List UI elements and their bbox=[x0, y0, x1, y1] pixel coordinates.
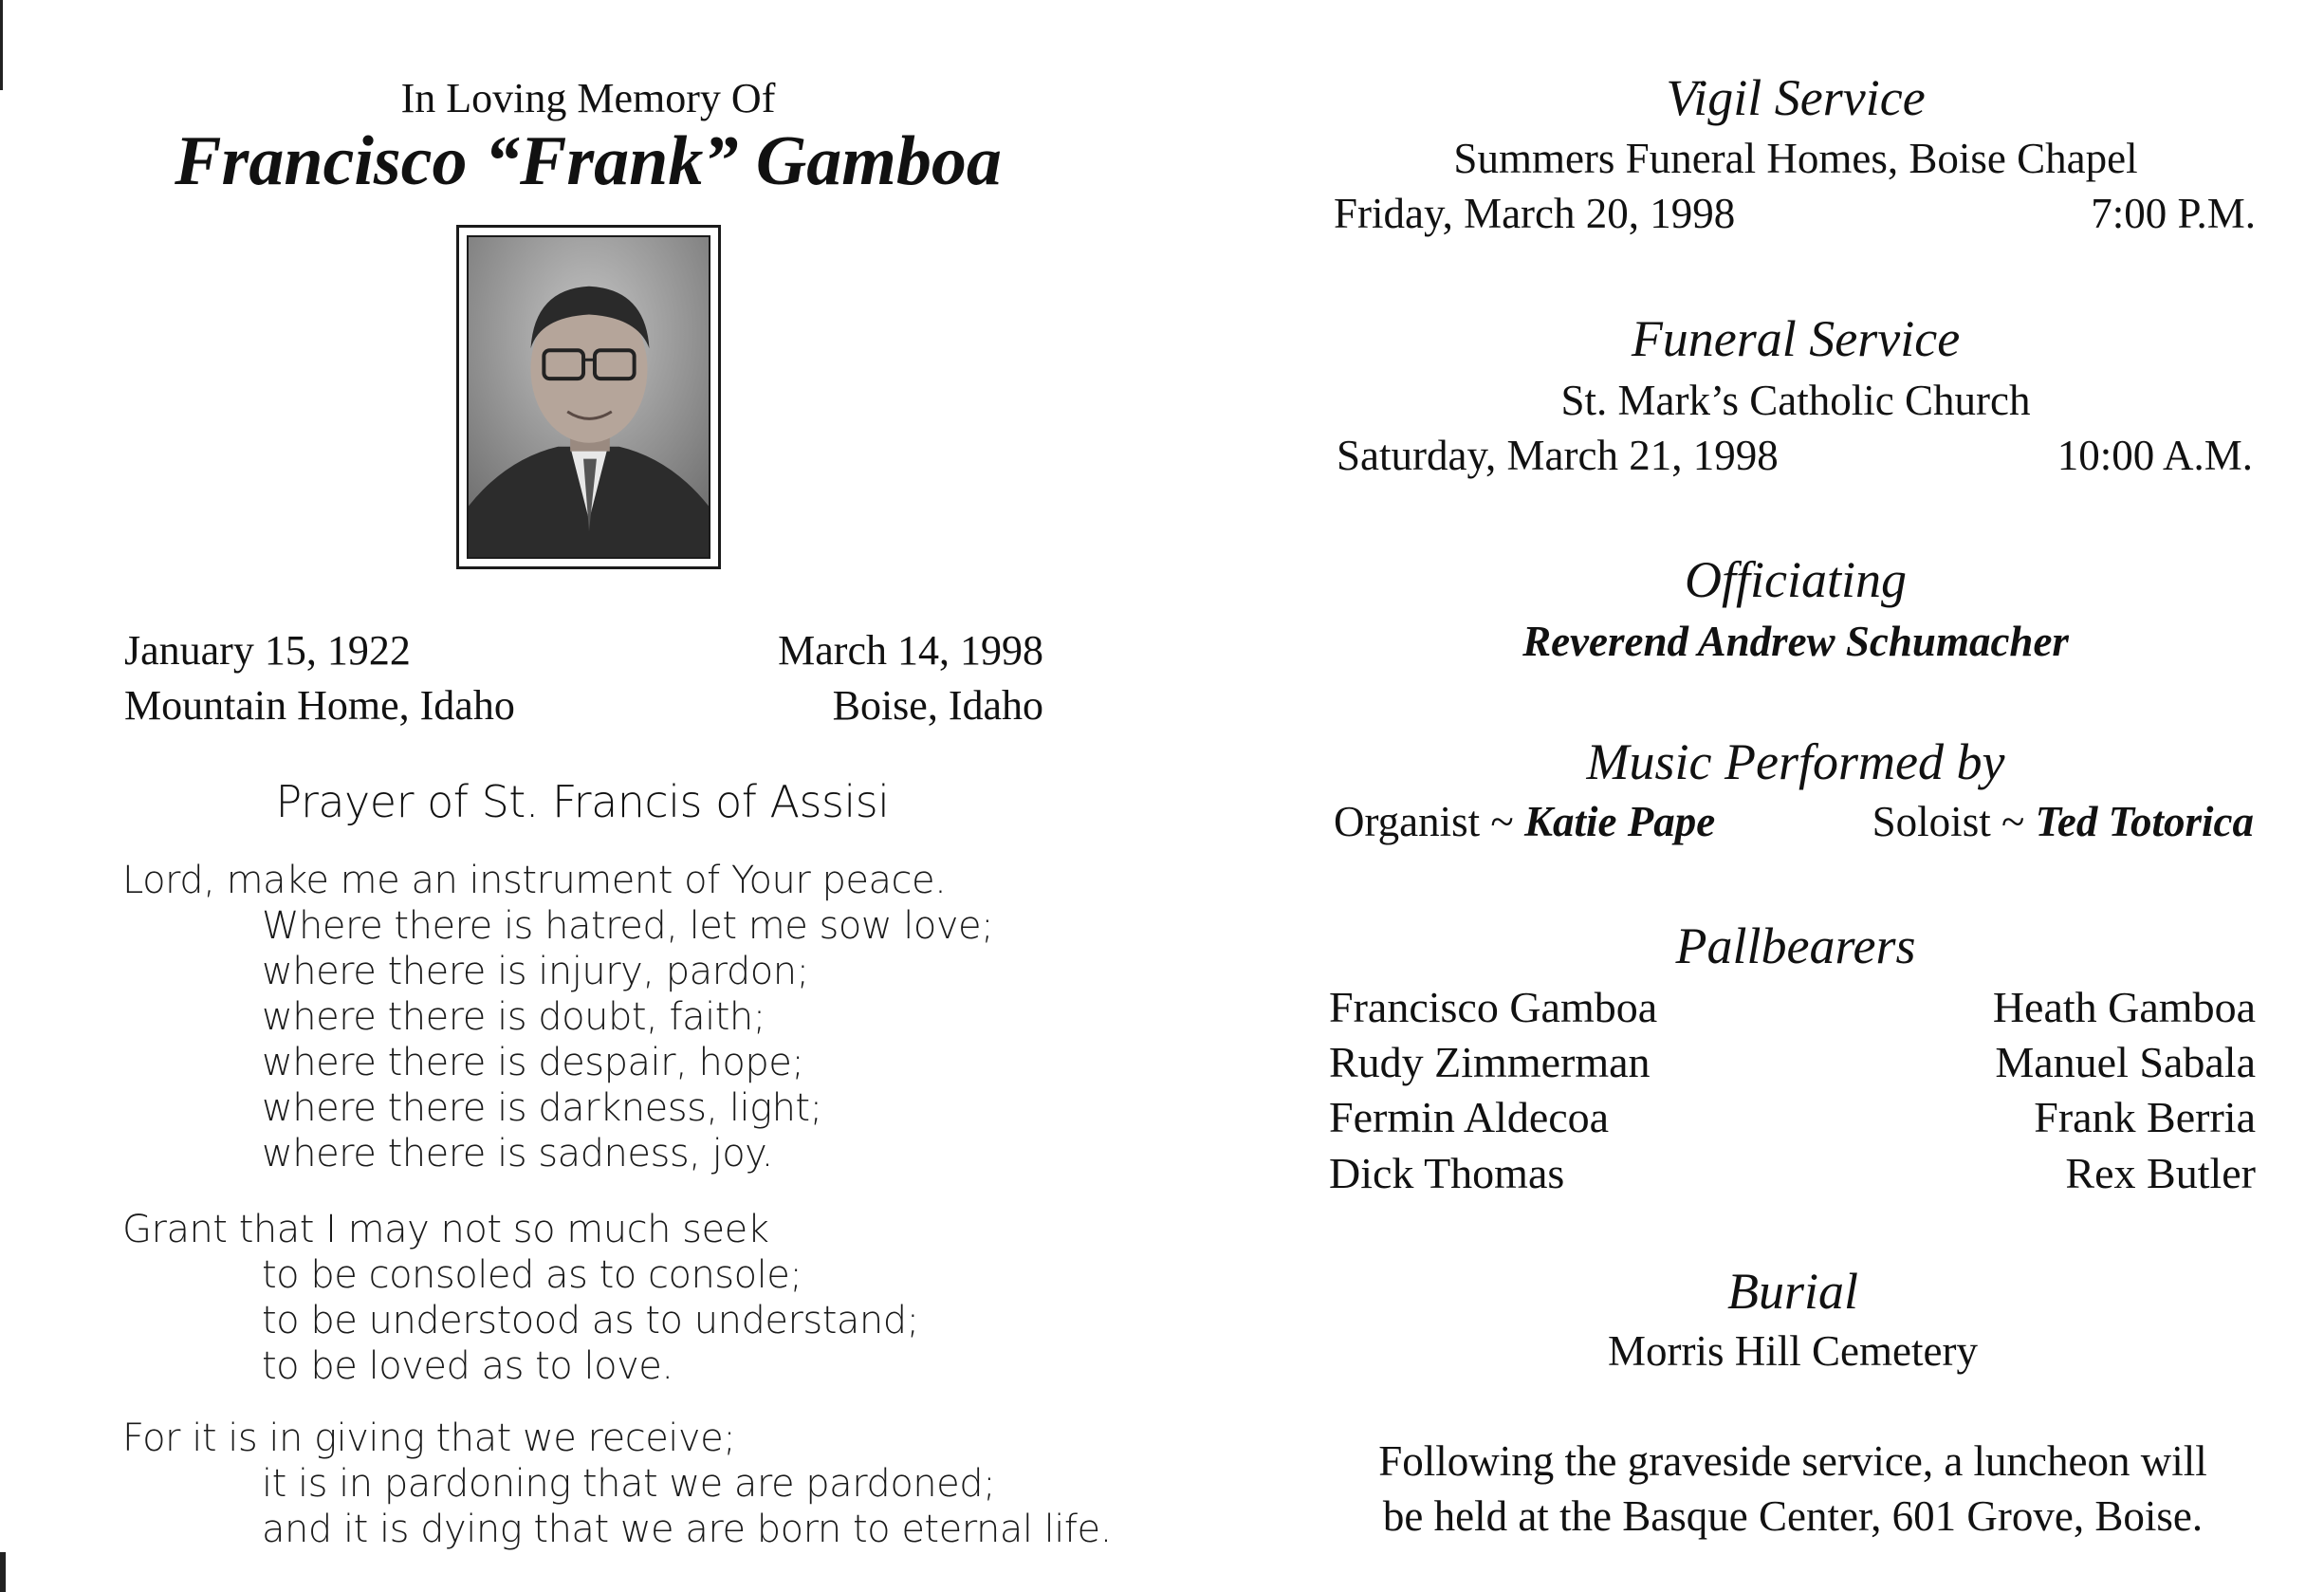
prayer-stanza-1 bbox=[122, 858, 993, 1176]
luncheon-line-1: Following the graveside service, a luncheon will bbox=[1378, 1437, 2207, 1485]
pallbearer-name: Francisco Gamboa bbox=[1329, 983, 1658, 1031]
deceased-name: Francisco “Frank” Gamboa bbox=[175, 122, 1002, 200]
vigil-title: Vigil Service bbox=[1666, 69, 1926, 126]
prayer-line: where there is darkness, light; bbox=[262, 1086, 822, 1130]
burial-location: Morris Hill Cemetery bbox=[1608, 1327, 1978, 1375]
music-title: Music Performed by bbox=[1586, 733, 2005, 790]
burial-title: Burial bbox=[1726, 1263, 1859, 1320]
prayer-stanza-3 bbox=[122, 1416, 1112, 1552]
prayer-line: it is in pardoning that we are pardoned; bbox=[262, 1462, 996, 1506]
vigil-location: Summers Funeral Homes, Boise Chapel bbox=[1453, 135, 2138, 182]
funeral-location: St. Mark’s Catholic Church bbox=[1560, 377, 2031, 424]
scan-edge-mark-bottom bbox=[0, 1552, 6, 1592]
portrait-photo bbox=[456, 225, 721, 569]
pallbearer-name: Heath Gamboa bbox=[1992, 983, 2256, 1031]
prayer-line: Where there is hatred, let me sow love; bbox=[262, 904, 994, 948]
prayer-line: For it is in giving that we receive; bbox=[122, 1416, 736, 1460]
death-date: March 14, 1998 bbox=[778, 627, 1043, 674]
pallbearer-name: Rudy Zimmerman bbox=[1329, 1038, 1651, 1086]
prayer-title: Prayer of St. Francis of Assisi bbox=[275, 776, 890, 827]
vigil-date: Friday, March 20, 1998 bbox=[1334, 190, 1736, 237]
pallbearer-name: Manuel Sabala bbox=[1995, 1038, 2256, 1086]
pallbearer-name: Dick Thomas bbox=[1329, 1149, 1565, 1197]
prayer-line: where there is sadness, joy. bbox=[262, 1132, 773, 1175]
officiating-title: Officiating bbox=[1685, 551, 1907, 608]
birth-date: January 15, 1922 bbox=[124, 627, 411, 674]
prayer-line: Lord, make me an instrument of Your peace. bbox=[122, 859, 947, 902]
organist-line bbox=[1334, 797, 1715, 846]
soloist-name: Ted Totorica bbox=[2035, 798, 2254, 845]
birth-place: Mountain Home, Idaho bbox=[124, 682, 515, 729]
prayer-stanza-2 bbox=[122, 1207, 919, 1389]
organist-label: Organist ~ bbox=[1334, 798, 1525, 845]
prayer-line: to be loved as to love. bbox=[262, 1344, 673, 1388]
pallbearer-name: Rex Butler bbox=[2065, 1149, 2256, 1197]
pallbearers-title: Pallbearers bbox=[1675, 917, 1916, 974]
memory-heading: In Loving Memory Of bbox=[400, 75, 776, 121]
luncheon-line-2: be held at the Basque Center, 601 Grove, Boise. bbox=[1382, 1492, 2204, 1540]
soloist-line bbox=[1872, 797, 2254, 846]
prayer-line: and it is dying that we are born to eternal life. bbox=[262, 1508, 1112, 1551]
pallbearer-name: Fermin Aldecoa bbox=[1329, 1093, 1610, 1141]
funeral-date: Saturday, March 21, 1998 bbox=[1337, 432, 1779, 479]
scan-edge-mark-top bbox=[0, 0, 3, 90]
prayer-line: to be consoled as to console; bbox=[262, 1253, 802, 1297]
portrait-photo-icon bbox=[467, 235, 710, 559]
prayer-line: to be understood as to understand; bbox=[262, 1299, 919, 1342]
prayer-line: Grant that I may not so much seek bbox=[122, 1208, 769, 1251]
pallbearer-name: Frank Berria bbox=[2034, 1093, 2256, 1141]
funeral-title: Funeral Service bbox=[1631, 310, 1961, 367]
organist-name: Katie Pape bbox=[1524, 798, 1716, 845]
vigil-time: 7:00 P.M. bbox=[2091, 190, 2256, 237]
officiant-name: Reverend Andrew Schumacher bbox=[1522, 618, 2069, 665]
prayer-line: where there is despair, hope; bbox=[262, 1041, 804, 1084]
funeral-time: 10:00 A.M. bbox=[2057, 432, 2253, 479]
prayer-line: where there is injury, pardon; bbox=[262, 950, 809, 993]
death-place: Boise, Idaho bbox=[832, 682, 1043, 729]
soloist-label: Soloist ~ bbox=[1872, 798, 2036, 845]
prayer-line: where there is doubt, faith; bbox=[262, 995, 765, 1039]
